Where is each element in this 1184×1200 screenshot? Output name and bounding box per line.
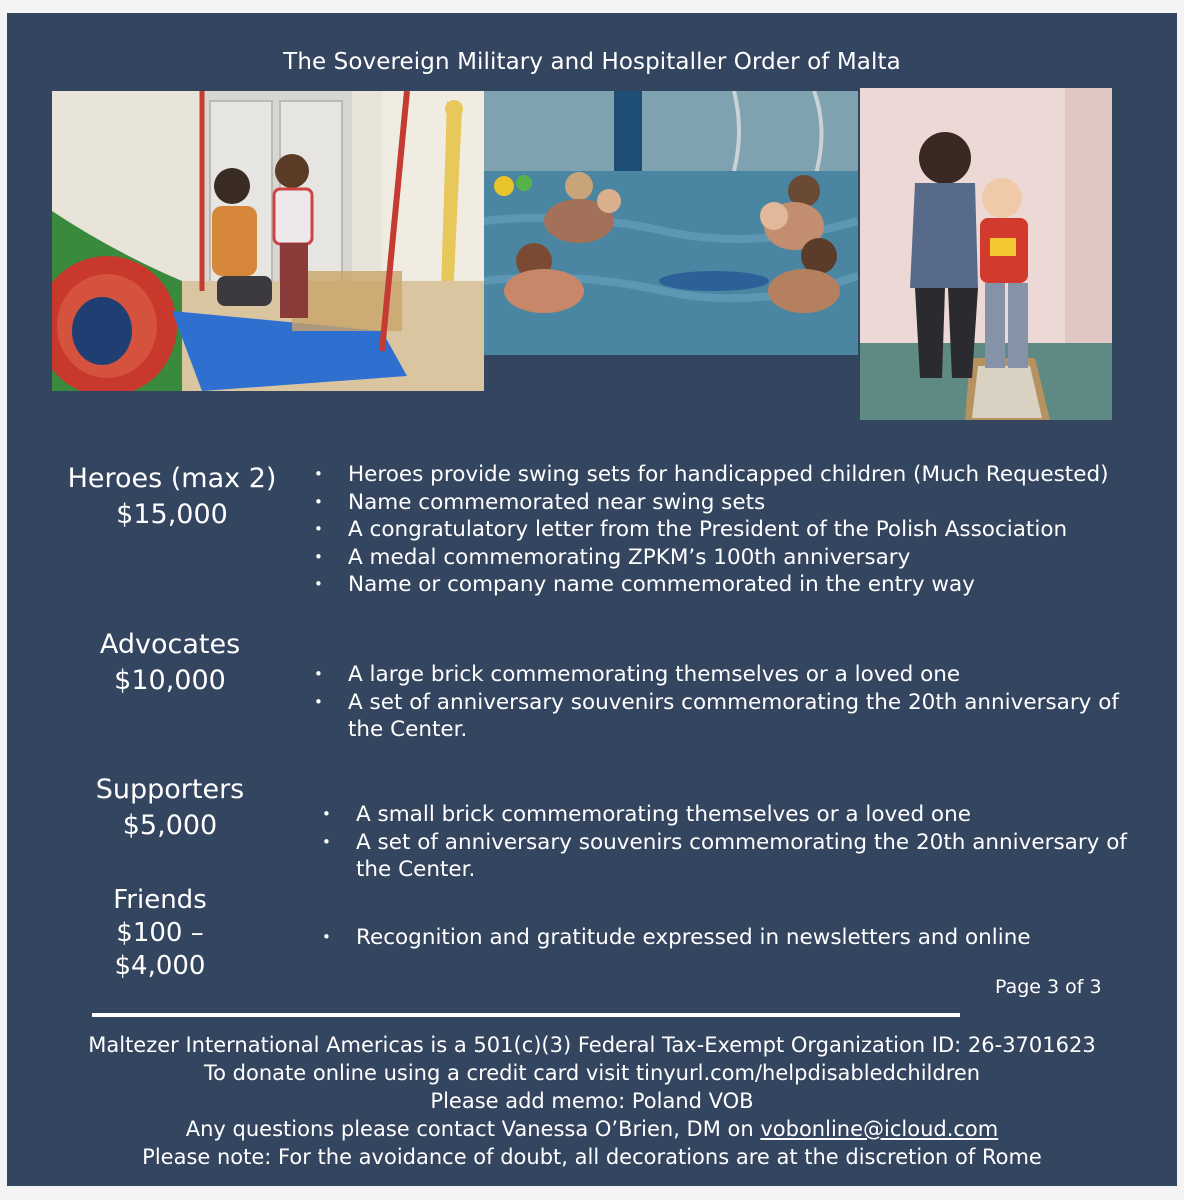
- tier-amount: $15,000: [116, 499, 228, 530]
- page-number: Page 3 of 3: [995, 976, 1102, 998]
- tier-friends: [60, 884, 260, 983]
- therapy-room-photo: [52, 91, 484, 391]
- list-item: • A set of anniversary souvenirs commemorating the 20th anniversary of the Center.: [314, 689, 1134, 744]
- walking-path-photo: [860, 88, 1112, 420]
- tier-amount: $5,000: [122, 810, 218, 841]
- list-item: • Recognition and gratitude expressed in newsletters and online: [322, 924, 1142, 952]
- footer-contact-text: Any questions please contact Vanessa O’Brien, DM on: [185, 1117, 761, 1141]
- tier-amount-min: $100 –: [116, 918, 204, 948]
- footer-tax-id: Maltezer International Americas is a 501(c)(3) Federal Tax-Exempt Organization ID: 26-3701623: [88, 1033, 1096, 1057]
- swimming-pool-photo: [484, 91, 858, 355]
- list-item: • A medal commemorating ZPKM’s 100th anniversary: [314, 544, 1164, 572]
- tier-advocates-perks: [314, 661, 1134, 744]
- list-item: • A set of anniversary souvenirs commemorating the 20th anniversary of the Center.: [322, 829, 1142, 884]
- footer-donate: To donate online using a credit card visit tinyurl.com/helpdisabledchildren: [203, 1061, 981, 1085]
- footer-note: Please note: For the avoidance of doubt, all decorations are at the discretion of Rome: [142, 1145, 1042, 1169]
- list-item: • Name or company name commemorated in the entry way: [314, 571, 1164, 599]
- contact-email-link[interactable]: vobonline@icloud.com: [760, 1117, 999, 1141]
- footer: [7, 1031, 1177, 1171]
- tier-name: Advocates: [99, 629, 241, 660]
- list-item: • A congratulatory letter from the President of the Polish Association: [314, 516, 1164, 544]
- tier-supporters-perks: [322, 801, 1142, 884]
- flyer-panel: [7, 13, 1177, 1186]
- tier-amount-max: $4,000: [114, 951, 206, 981]
- page-title: The Sovereign Military and Hospitaller Order of Malta: [283, 49, 901, 75]
- list-item: • Name commemorated near swing sets: [314, 489, 1164, 517]
- tier-heroes-perks: [314, 461, 1164, 599]
- tier-name: Supporters: [95, 774, 245, 805]
- tier-supporters: [50, 772, 290, 844]
- list-item: • A small brick commemorating themselves or a loved one: [322, 801, 1142, 829]
- tier-amount: $10,000: [114, 665, 226, 696]
- footer-contact: [7, 1115, 1177, 1143]
- tier-name: Friends: [113, 885, 207, 915]
- tier-friends-perks: [322, 924, 1142, 952]
- tier-name: Heroes (max 2): [67, 463, 277, 494]
- tier-advocates: [50, 627, 290, 699]
- list-item: • Heroes provide swing sets for handicapped children (Much Requested): [314, 461, 1164, 489]
- footer-memo: Please add memo: Poland VOB: [430, 1089, 754, 1113]
- tier-heroes: [52, 461, 292, 533]
- list-item: • A large brick commemorating themselves or a loved one: [314, 661, 1134, 689]
- divider: [92, 1013, 960, 1017]
